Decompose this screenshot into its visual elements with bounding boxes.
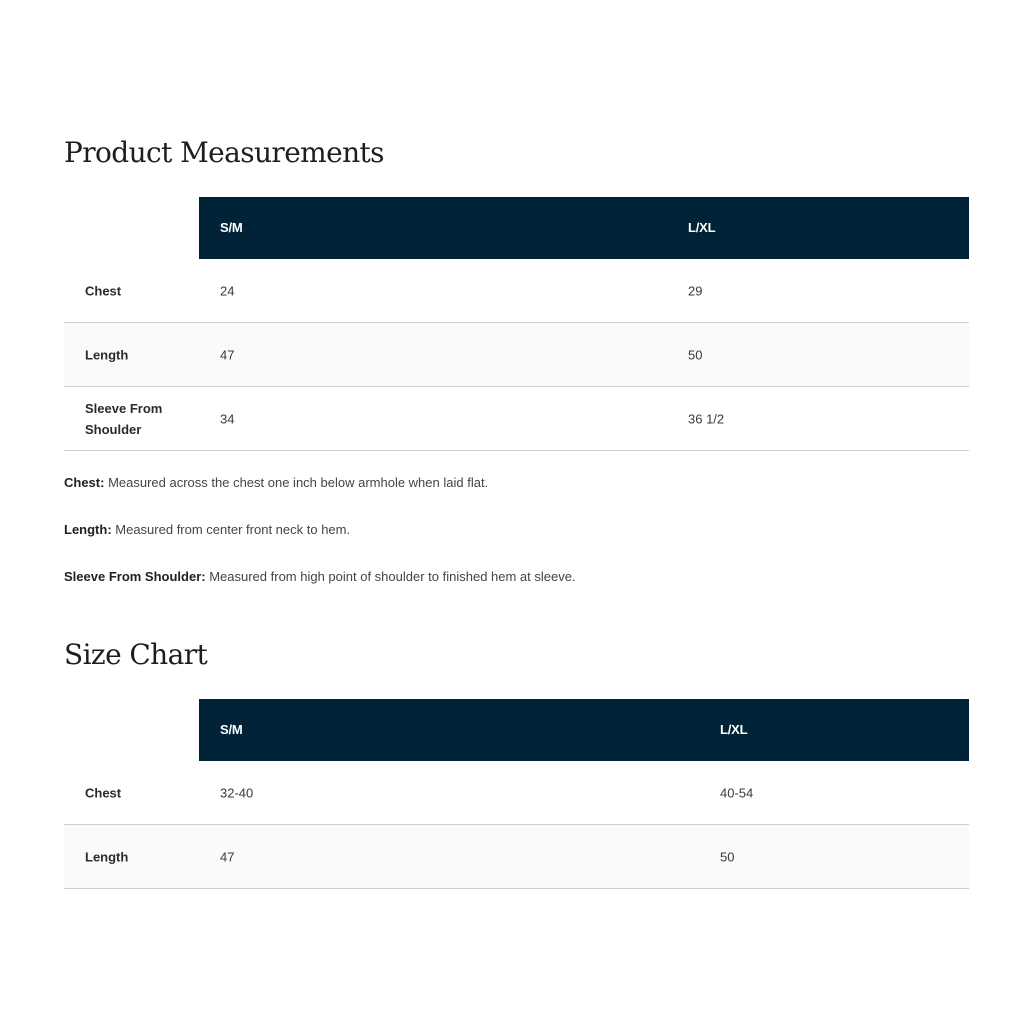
note-term: Sleeve From Shoulder: xyxy=(64,569,206,584)
note-term: Length: xyxy=(64,522,112,537)
row-label: Chest xyxy=(85,785,122,800)
cell-value-lxl: 50 xyxy=(688,347,703,362)
row-label: Sleeve From Shoulder xyxy=(85,400,163,437)
cell-value-lxl: 50 xyxy=(720,849,735,864)
table-row-sleeve xyxy=(64,387,969,451)
size-chart-table-header xyxy=(64,699,969,761)
measurements-heading: Product Measurements xyxy=(64,136,384,169)
column-header-sm: S/M xyxy=(220,220,243,235)
column-header-lxl: L/XL xyxy=(688,220,716,235)
note-sleeve xyxy=(64,568,964,586)
row-label: Chest xyxy=(85,283,122,298)
cell-value-sm: 32-40 xyxy=(220,785,254,800)
header-band xyxy=(199,699,969,761)
size-chart-heading: Size Chart xyxy=(64,638,208,671)
note-chest xyxy=(64,474,964,492)
cell-value-sm: 47 xyxy=(220,347,235,362)
column-header-lxl: L/XL xyxy=(720,722,748,737)
cell-value-sm: 34 xyxy=(220,411,235,426)
table-row-length xyxy=(64,825,969,889)
table-row-chest xyxy=(64,259,969,323)
note-length xyxy=(64,521,964,539)
row-label: Length xyxy=(85,849,129,864)
cell-value-lxl: 40-54 xyxy=(720,785,754,800)
cell-value-sm: 47 xyxy=(220,849,235,864)
note-term: Chest: xyxy=(64,475,105,490)
header-band xyxy=(199,197,969,259)
table-row-chest xyxy=(64,761,969,825)
measurements-table-header xyxy=(64,197,969,259)
note-text: Measured from high point of shoulder to finished hem at sleeve. xyxy=(205,569,576,584)
column-header-sm: S/M xyxy=(220,722,243,737)
note-text: Measured across the chest one inch below armhole when laid flat. xyxy=(104,475,489,490)
cell-value-lxl: 36 1/2 xyxy=(688,411,725,426)
note-text: Measured from center front neck to hem. xyxy=(111,522,351,537)
measurements-table xyxy=(64,197,969,451)
cell-value-sm: 24 xyxy=(220,283,235,298)
cell-value-lxl: 29 xyxy=(688,283,703,298)
row-label: Length xyxy=(85,347,129,362)
table-row-length xyxy=(64,323,969,387)
measurement-notes xyxy=(64,474,964,615)
size-chart-table xyxy=(64,699,969,889)
